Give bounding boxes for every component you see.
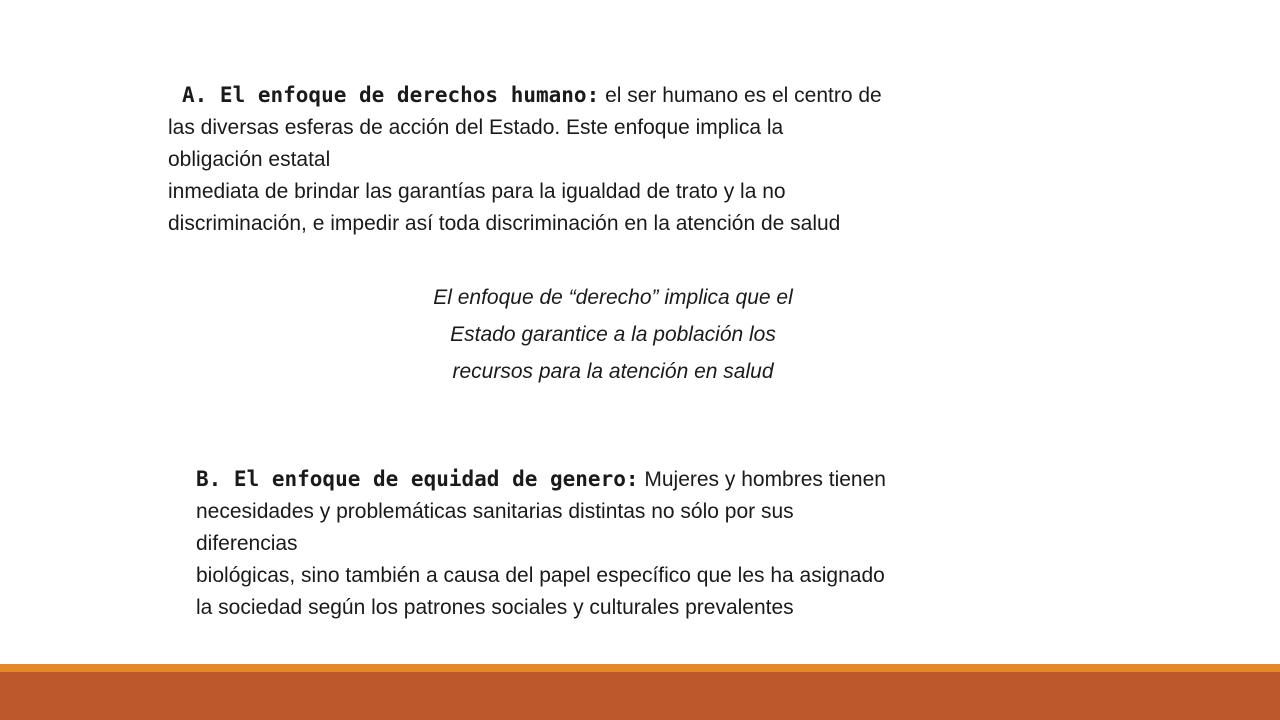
section-b-line-1: necesidades y problemáticas sanitarias distintas no sólo por sus: [196, 500, 794, 523]
section-b-line-3: biológicas, sino también a causa del papel específico que les ha asignado: [196, 564, 885, 587]
section-b-first-line: [196, 463, 886, 496]
section-b-line-4: la sociedad según los patrones sociales y culturales prevalentes: [196, 596, 794, 619]
section-b-line-0: Mujeres y hombres tienen: [638, 468, 886, 491]
section-a-human-rights-approach: [168, 79, 882, 240]
section-b-gender-equity-approach: [196, 463, 886, 624]
section-b-line-2: diferencias: [196, 532, 298, 555]
section-a-line-2: obligación estatal: [168, 148, 331, 171]
rights-approach-quote: [0, 279, 1226, 390]
footer-band: [0, 672, 1280, 720]
footer-accent-band: [0, 664, 1280, 672]
section-b-heading: B. El enfoque de equidad de genero:: [196, 467, 639, 491]
quote-line-2: recursos para la atención en salud: [452, 360, 774, 383]
section-a-line-3: inmediata de brindar las garantías para la igualdad de trato y la no: [168, 180, 786, 203]
section-a-heading: A. El enfoque de derechos humano:: [182, 83, 600, 107]
quote-line-1: Estado garantice a la población los: [450, 323, 776, 346]
section-a-line-0: el ser humano es el centro de: [599, 84, 882, 107]
quote-line-0: El enfoque de “derecho” implica que el: [433, 286, 793, 309]
section-a-first-line: [168, 79, 882, 112]
section-a-line-1: las diversas esferas de acción del Estado. Este enfoque implica la: [168, 116, 784, 139]
section-a-line-4: discriminación, e impedir así toda discriminación en la atención de salud: [168, 212, 841, 235]
